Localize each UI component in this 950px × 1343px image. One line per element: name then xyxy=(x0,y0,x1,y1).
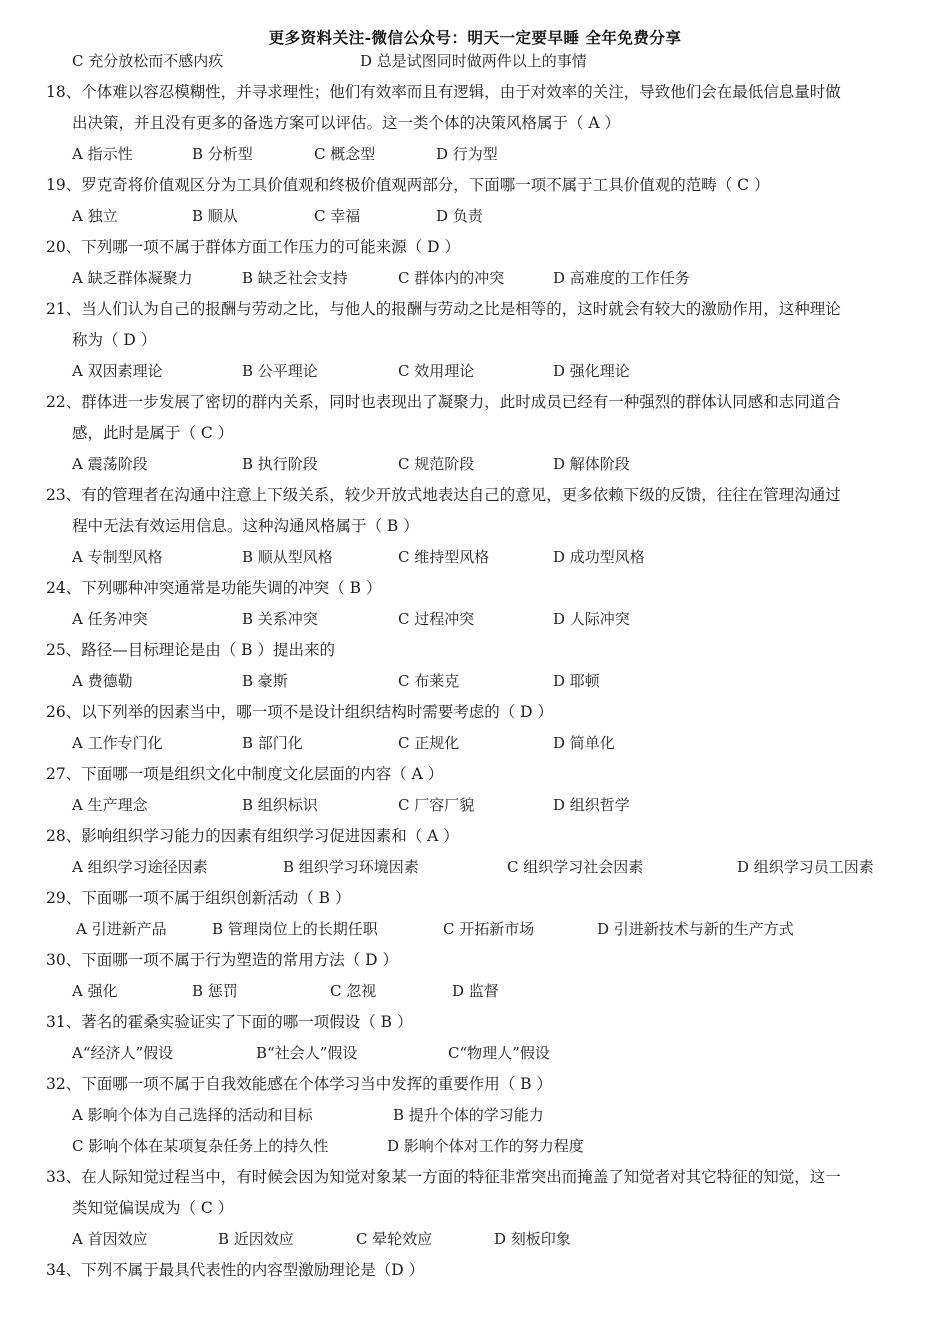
question-text: 32、下面哪一项不属于自我效能感在个体学习当中发挥的重要作用（ B ） xyxy=(46,1075,552,1093)
option: C 组织学习社会因素 xyxy=(507,858,644,876)
question-text: 类知觉偏误成为（ C ） xyxy=(72,1199,234,1217)
option: C 忽视 xyxy=(330,982,377,1000)
question-text: 感，此时是属于（ C ） xyxy=(72,424,234,442)
option: B 近因效应 xyxy=(218,1230,294,1248)
question-text: 34、下列不属于最具代表性的内容型激励理论是（D ） xyxy=(46,1261,425,1279)
option: C 布莱克 xyxy=(398,672,460,690)
option: A 首因效应 xyxy=(72,1230,148,1248)
question-text: 21、当人们认为自己的报酬与劳动之比，与他人的报酬与劳动之比是相等的，这时就会有较大的激励作用，这种理论 xyxy=(46,300,841,318)
option: C 维持型风格 xyxy=(398,548,490,566)
option: D 引进新技术与新的生产方式 xyxy=(597,920,794,938)
option: D 负责 xyxy=(436,207,483,225)
option: A 费德勒 xyxy=(72,672,133,690)
question-text: 26、以下列举的因素当中，哪一项不是设计组织结构时需要考虑的（ D ） xyxy=(46,703,554,721)
option: A 任务冲突 xyxy=(72,610,148,628)
option: B 豪斯 xyxy=(242,672,288,690)
option: C 厂容厂貌 xyxy=(398,796,475,814)
option: C 正规化 xyxy=(398,734,460,752)
question-text: 程中无法有效运用信息。这种沟通风格属于（ B ） xyxy=(72,517,419,535)
option: D 人际冲突 xyxy=(553,610,630,628)
question-text: 22、群体进一步发展了密切的群内关系，同时也表现出了凝聚力，此时成员已经有一种强烈的群体认同感和志同道合 xyxy=(46,393,841,411)
option: A 双因素理论 xyxy=(72,362,163,380)
option: A 专制型风格 xyxy=(72,548,163,566)
option: C 群体内的冲突 xyxy=(398,269,505,287)
option: B 关系冲突 xyxy=(242,610,318,628)
option: B 提升个体的学习能力 xyxy=(393,1106,544,1124)
option: A 工作专门化 xyxy=(72,734,163,752)
question-text: 称为（ D ） xyxy=(72,331,157,349)
option: D 影响个体对工作的努力程度 xyxy=(387,1137,584,1155)
option: B 部门化 xyxy=(242,734,303,752)
option: D 高难度的工作任务 xyxy=(553,269,690,287)
option: A 强化 xyxy=(72,982,118,1000)
option: D 强化理论 xyxy=(553,362,630,380)
option: D 组织学习员工因素 xyxy=(737,858,874,876)
option: A 指示性 xyxy=(72,145,133,163)
option: C 效用理论 xyxy=(398,362,475,380)
option: D 耶顿 xyxy=(553,672,600,690)
question-text: 18、个体难以容忍模糊性，并寻求理性；他们有效率而且有逻辑，由于对效率的关注，导致他们会在最低信息量时做 xyxy=(46,83,841,101)
option: B 顺从型风格 xyxy=(242,548,333,566)
option: D 组织哲学 xyxy=(553,796,630,814)
option: C 概念型 xyxy=(314,145,376,163)
option: C 过程冲突 xyxy=(398,610,475,628)
option: D 总是试图同时做两件以上的事情 xyxy=(360,52,587,70)
question-text: 20、下列哪一项不属于群体方面工作压力的可能来源（ D ） xyxy=(46,238,461,256)
option: C 规范阶段 xyxy=(398,455,475,473)
option: A 生产理念 xyxy=(72,796,148,814)
option: C 开拓新市场 xyxy=(443,920,535,938)
option: A 引进新产品 xyxy=(76,920,167,938)
question-text: 33、在人际知觉过程当中，有时候会因为知觉对象某一方面的特征非常突出而掩盖了知觉者对其它特征的知觉，这一 xyxy=(46,1168,841,1186)
option: B 组织标识 xyxy=(242,796,318,814)
question-text: 29、下面哪一项不属于组织创新活动（ B ） xyxy=(46,889,351,907)
question-text: 出决策，并且没有更多的备选方案可以评估。这一类个体的决策风格属于（ A ） xyxy=(72,114,621,132)
question-text: 23、有的管理者在沟通中注意上下级关系，较少开放式地表达自己的意见，更多依赖下级的反馈，往往在管理沟通过 xyxy=(46,486,841,504)
option: C 晕轮效应 xyxy=(356,1230,433,1248)
option: D 简单化 xyxy=(553,734,615,752)
option: B 公平理论 xyxy=(242,362,318,380)
question-text: 24、下列哪种冲突通常是功能失调的冲突（ B ） xyxy=(46,579,382,597)
question-text: 19、罗克奇将价值观区分为工具价值观和终极价值观两部分，下面哪一项不属于工具价值观的范畴（ C ） xyxy=(46,176,770,194)
option: A 独立 xyxy=(72,207,118,225)
option: D 行为型 xyxy=(436,145,498,163)
option: C“物理人”假设 xyxy=(448,1044,550,1062)
option: C 影响个体在某项复杂任务上的持久性 xyxy=(72,1137,329,1155)
option: D 解体阶段 xyxy=(553,455,630,473)
question-text: 27、下面哪一项是组织文化中制度文化层面的内容（ A ） xyxy=(46,765,444,783)
question-text: 31、著名的霍桑实验证实了下面的哪一项假设（ B ） xyxy=(46,1013,413,1031)
option: B 惩罚 xyxy=(192,982,238,1000)
option: D 成功型风格 xyxy=(553,548,645,566)
option: A 缺乏群体凝聚力 xyxy=(72,269,193,287)
option: D 刻板印象 xyxy=(494,1230,571,1248)
option: B“社会人”假设 xyxy=(256,1044,358,1062)
option: C 幸福 xyxy=(314,207,361,225)
option: A 组织学习途径因素 xyxy=(72,858,208,876)
option: B 顺从 xyxy=(192,207,238,225)
option: B 分析型 xyxy=(192,145,253,163)
question-text: 28、影响组织学习能力的因素有组织学习促进因素和（ A ） xyxy=(46,827,459,845)
option: A 震荡阶段 xyxy=(72,455,148,473)
question-text: 30、下面哪一项不属于行为塑造的常用方法（ D ） xyxy=(46,951,399,969)
option: A“经济人”假设 xyxy=(72,1044,174,1062)
option: D 监督 xyxy=(452,982,499,1000)
question-text: 25、路径—目标理论是由（ B ）提出来的 xyxy=(46,641,335,659)
page-header: 更多资料关注-微信公众号：明天一定要早睡 全年免费分享 xyxy=(268,28,682,47)
option: B 缺乏社会支持 xyxy=(242,269,348,287)
option: A 影响个体为自己选择的活动和目标 xyxy=(72,1106,313,1124)
option: C 充分放松而不感内疚 xyxy=(72,52,224,70)
option: B 管理岗位上的长期任职 xyxy=(212,920,378,938)
option: B 执行阶段 xyxy=(242,455,318,473)
option: B 组织学习环境因素 xyxy=(283,858,419,876)
